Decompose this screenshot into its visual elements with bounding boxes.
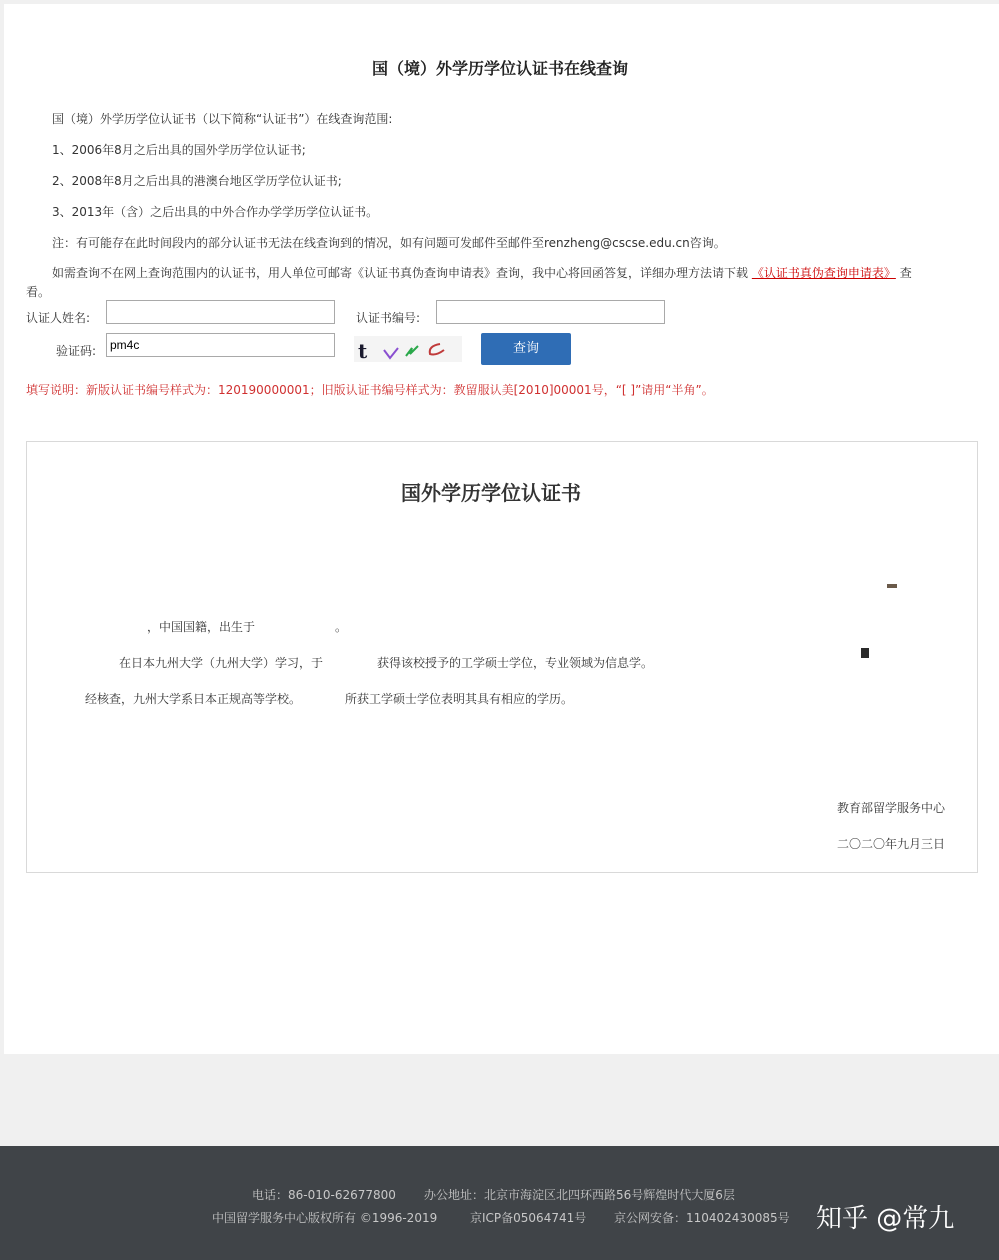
footer-address: 办公地址：北京市海淀区北四环西路56号辉煌时代大厦6层 bbox=[424, 1188, 735, 1202]
certificate-text: 。 bbox=[335, 620, 348, 634]
certificate-text: 所获工学硕士学位表明其具有相应的学历。 bbox=[345, 692, 574, 706]
cert-no-label: 认证书编号: bbox=[356, 311, 421, 325]
request-text-end: 查 bbox=[899, 266, 912, 280]
scope-item: 1、2006年8月之后出具的国外学历学位认证书; bbox=[52, 143, 306, 157]
certificate-panel bbox=[26, 441, 978, 873]
issue-date: 二〇二〇年九月三日 bbox=[837, 837, 946, 851]
query-button[interactable]: 查询 bbox=[481, 333, 571, 365]
request-text: 如需查询不在网上查询范围内的认证书，用人单位可邮寄《认证书真伪查询申请表》查询，我中心将回函答复，详细办理方法请下载 bbox=[52, 266, 749, 280]
name-input[interactable] bbox=[106, 300, 335, 324]
scope-item: 2、2008年8月之后出具的港澳台地区学历学位认证书; bbox=[52, 174, 342, 188]
svg-text:t: t bbox=[358, 339, 368, 362]
issuer: 教育部留学服务中心 bbox=[837, 801, 946, 815]
footer-icp: 京ICP备05064741号 bbox=[470, 1211, 587, 1225]
redacted-photo-mark bbox=[887, 584, 897, 588]
request-text-wrap: 看。 bbox=[26, 285, 51, 299]
footer-copyright: 中国留学服务中心版权所有 ©1996-2019 bbox=[212, 1211, 438, 1225]
captcha-label: 验证码: bbox=[56, 344, 97, 358]
certificate-line-2 bbox=[85, 654, 653, 671]
request-form-link[interactable]: 《认证书真伪查询申请表》 bbox=[751, 266, 896, 280]
certificate-text: 获得该校授予的工学硕士学位，专业领域为信息学。 bbox=[377, 656, 654, 670]
certificate-title: 国外学历学位认证书 bbox=[401, 481, 581, 505]
footer bbox=[0, 1146, 999, 1260]
certificate-text: ，中国国籍，出生于 bbox=[147, 620, 256, 634]
footer-phone: 电话：86-010-62677800 bbox=[252, 1188, 396, 1202]
footer-police: 京公网安备：110402430085号 bbox=[614, 1211, 790, 1225]
scope-item: 3、2013年（含）之后出具的中外合作办学学历学位认证书。 bbox=[52, 205, 379, 219]
redacted-photo-mark bbox=[861, 648, 869, 658]
fill-instructions: 填写说明：新版认证书编号样式为：120190000001；旧版认证书编号样式为：教留服认美[2010]00001号，“[ ]”请用“半角”。 bbox=[26, 383, 714, 397]
page-title: 国（境）外学历学位认证书在线查询 bbox=[372, 59, 629, 78]
request-info bbox=[52, 264, 912, 281]
email-note: 注：有可能存在此时间段内的部分认证书无法在线查询到的情况，如有问题可发邮件至邮件至renzheng@cscse.edu.cn咨询。 bbox=[52, 236, 726, 250]
captcha-input[interactable] bbox=[106, 333, 335, 357]
name-label: 认证人姓名: bbox=[26, 311, 91, 325]
certificate-text: 经核查，九州大学系日本正规高等学校。 bbox=[85, 692, 302, 706]
certificate-text: 在日本九州大学（九州大学）学习，于 bbox=[119, 656, 324, 670]
captcha-image[interactable] bbox=[354, 336, 462, 362]
certificate-line-1 bbox=[85, 618, 347, 635]
intro-text: 国（境）外学历学位认证书（以下简称“认证书”）在线查询范围: bbox=[52, 112, 393, 126]
certificate-line-3 bbox=[85, 690, 573, 707]
watermark: 知乎 @常九 bbox=[816, 1204, 955, 1234]
cert-no-input[interactable] bbox=[436, 300, 665, 324]
